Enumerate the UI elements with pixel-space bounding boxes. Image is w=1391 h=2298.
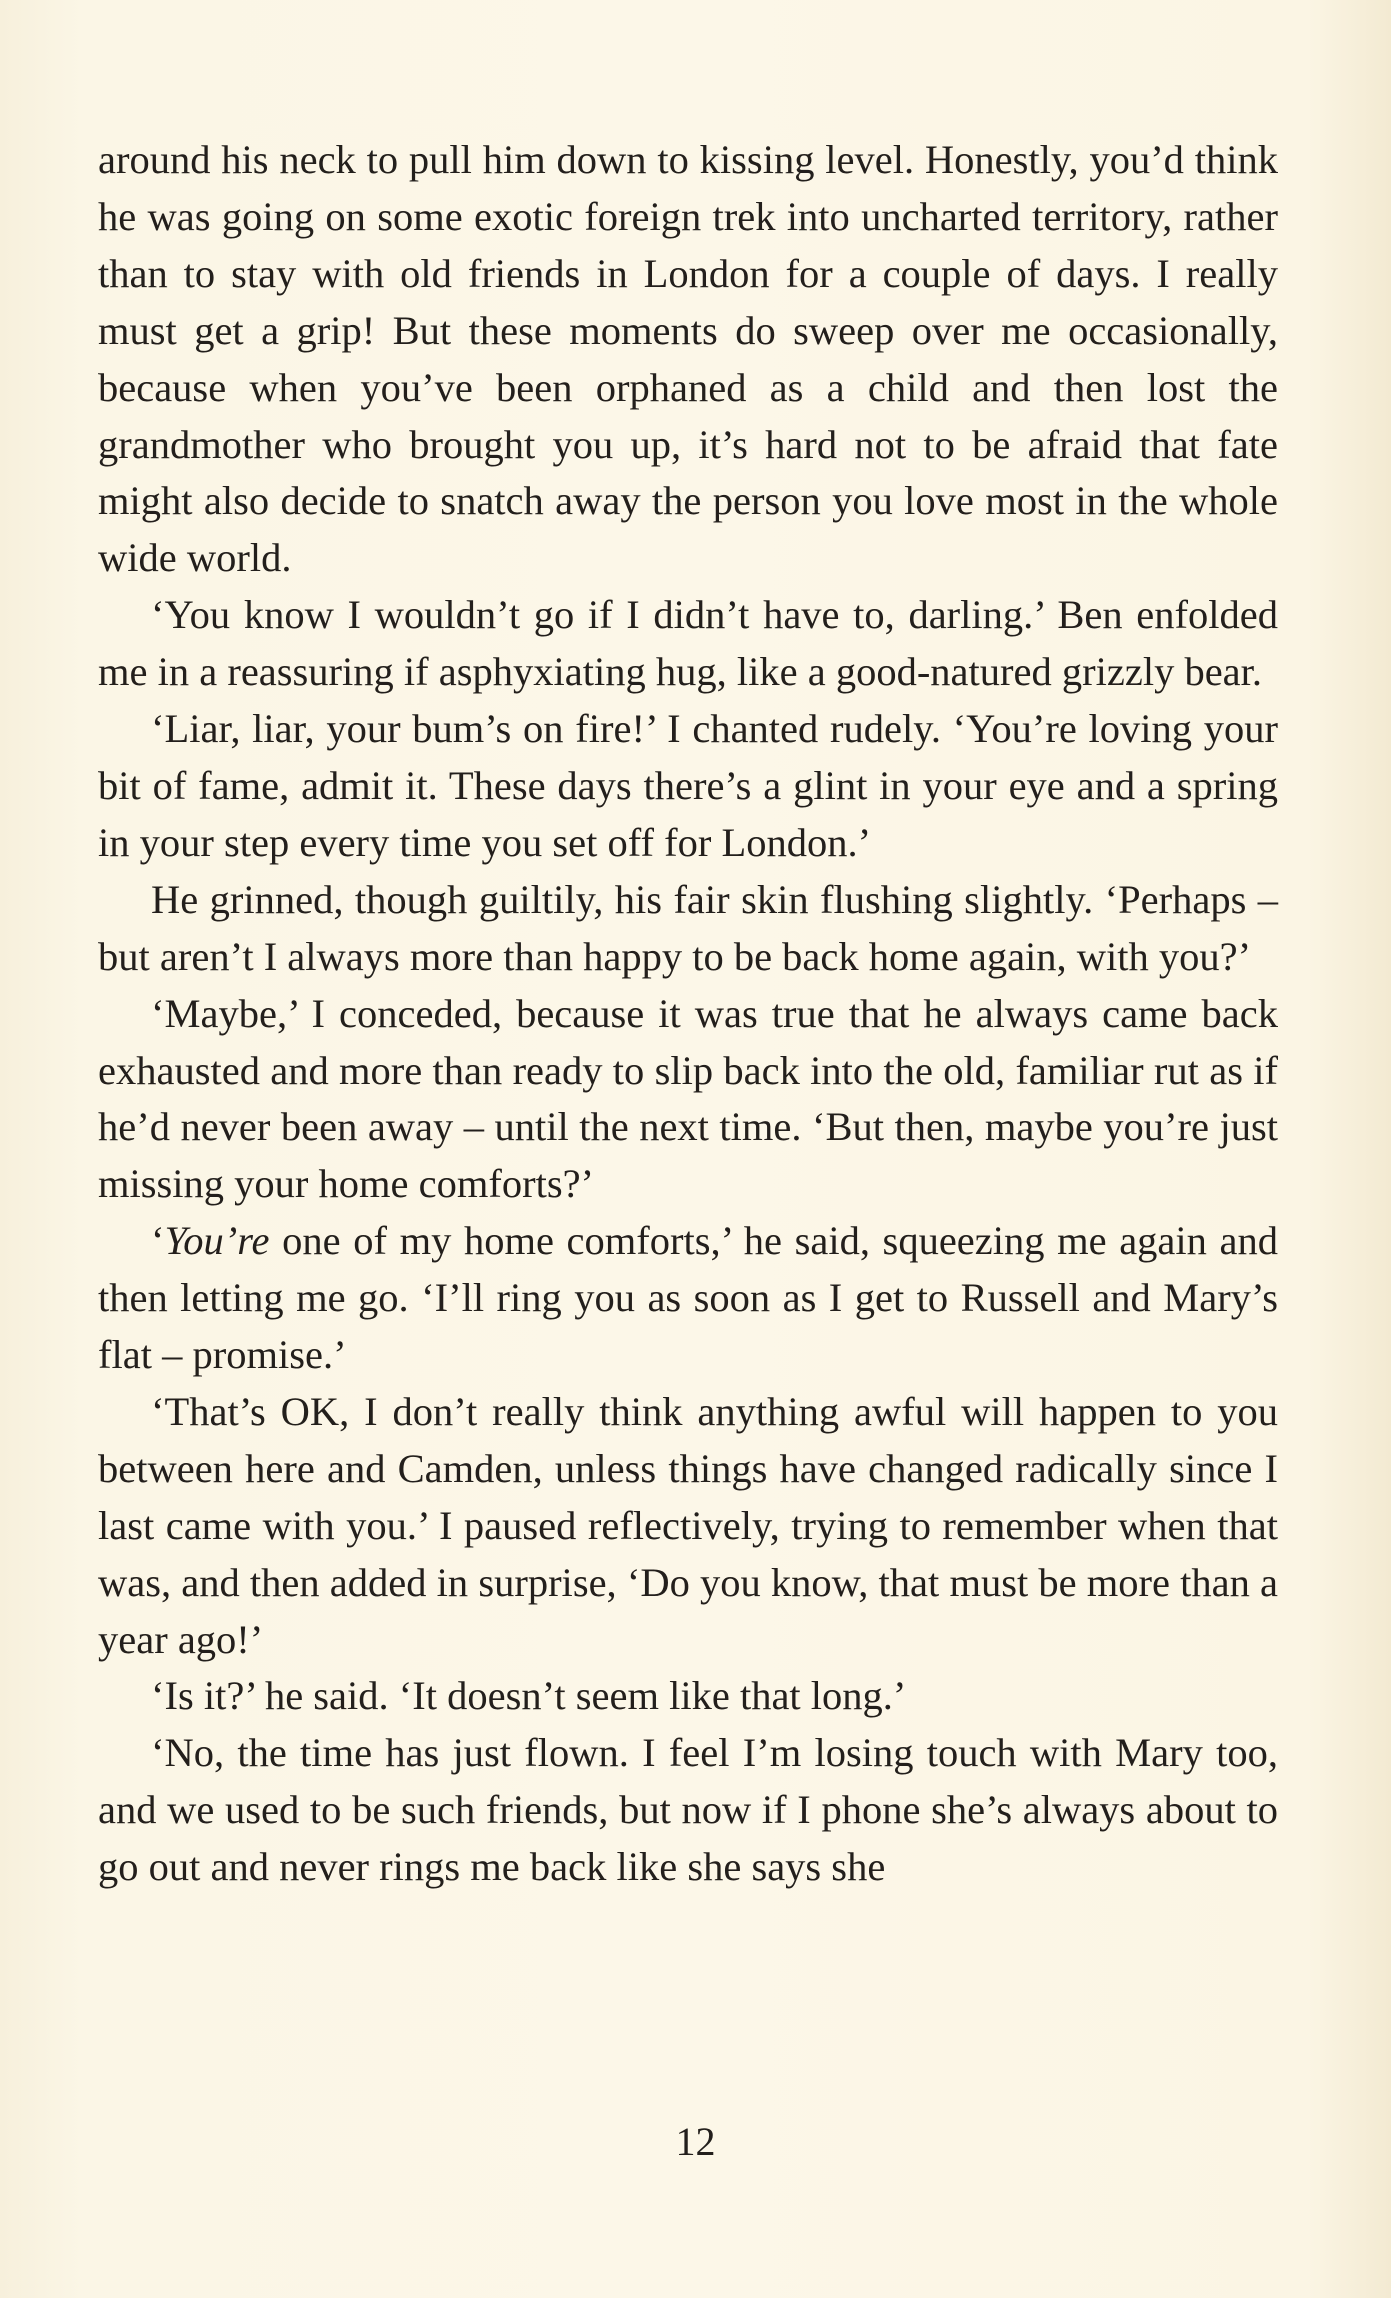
page-number: 12 (675, 2119, 716, 2164)
paragraph-2: ‘You know I wouldn’t go if I didn’t have to, darling.’ Ben enfolded me in a reassuring if asphyxiating hug, like a good-natured grizzly bear. (98, 592, 1278, 695)
body-text (98, 132, 1278, 1896)
paragraph-6-rest: one of my home comforts,’ he said, squeezing me again and then letting me go. ‘I’ll ring you as soon as I get to Russell and Mary’s flat – promise.’ (98, 1218, 1278, 1378)
paragraph-6-open-quote: ‘ (151, 1218, 165, 1264)
paragraph-4: He grinned, though guiltily, his fair skin flushing slightly. ‘Perhaps – but aren’t I always more than happy to be back home again, with you?’ (98, 876, 1278, 979)
paragraph-9: ‘No, the time has just flown. I feel I’m losing touch with Mary too, and we used to be such friends, but now if I phone she’s always about to go out and never rings me back like she says she (98, 1730, 1278, 1890)
paragraph-6-italic-lead: You’re (164, 1218, 270, 1264)
paragraph-8: ‘Is it?’ he said. ‘It doesn’t seem like that long.’ (151, 1673, 907, 1719)
paragraph-6 (98, 1213, 1278, 1384)
paragraph-3: ‘Liar, liar, your bum’s on fire!’ I chanted rudely. ‘You’re loving your bit of fame, admit it. These days there’s a glint in your eye and a spring in your step every time you set off for London.’ (98, 706, 1278, 865)
paragraph-1: around his neck to pull him down to kissing level. Honestly, you’d think he was going on some exotic foreign trek into uncharted territory, rather than to stay with old friends in London for a couple of days. I really must get a grip! But these moments do sweep over me occasionally, because when you’ve been orphaned as a child and then lost the grandmother who brought you up, it’s hard not to be afraid that fate might also decide to snatch away the person you love most in the whole wide world. (98, 137, 1278, 581)
paragraph-5: ‘Maybe,’ I conceded, because it was true that he always came back exhausted and more than ready to slip back into the old, familiar rut as if he’d never been away – until the next time. ‘But then, maybe you’re just missing your home comforts?’ (98, 990, 1278, 1207)
paragraph-7: ‘That’s OK, I don’t really think anything awful will happen to you between here and Camden, unless things have changed radically since I last came with you.’ I paused reflectively, trying to remember when that was, and then added in surprise, ‘Do you know, that must be more than a year ago!’ (98, 1388, 1278, 1662)
